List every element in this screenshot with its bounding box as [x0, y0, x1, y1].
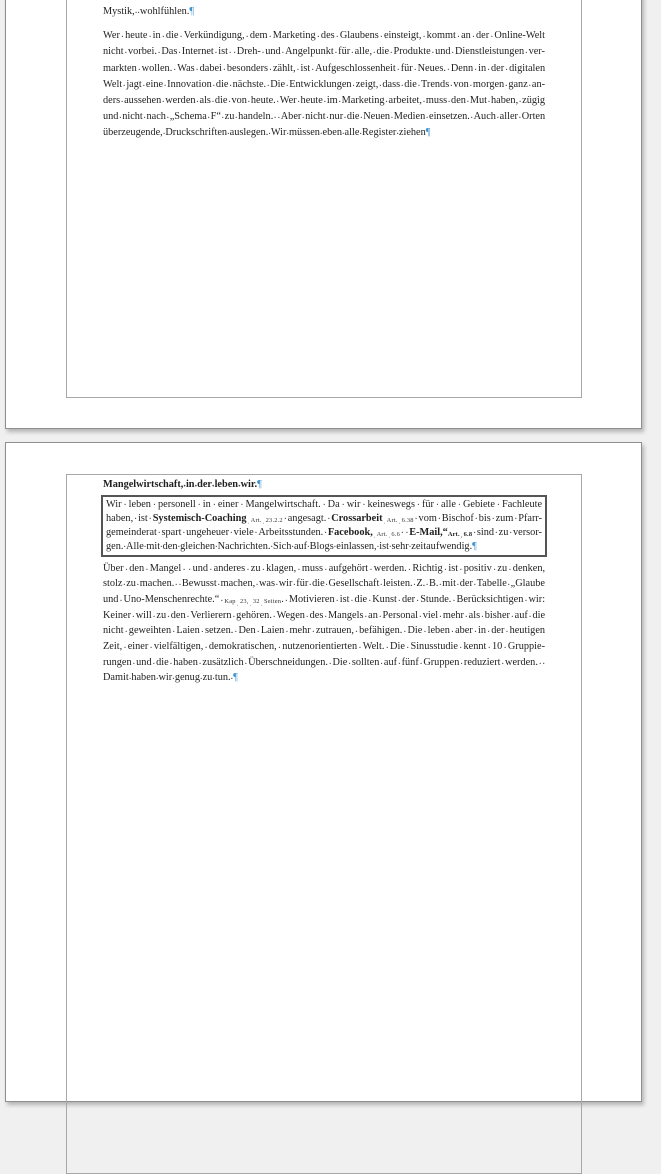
space-mark — [413, 63, 418, 74]
space-mark — [234, 111, 238, 122]
space-mark — [437, 513, 442, 524]
space-mark — [186, 610, 191, 621]
space-mark — [137, 6, 140, 17]
space-mark — [388, 531, 392, 538]
space-mark — [151, 499, 158, 510]
space-mark — [152, 657, 157, 668]
space-mark — [152, 610, 157, 621]
space-mark — [486, 625, 491, 636]
space-mark — [379, 657, 384, 668]
space-mark — [421, 30, 426, 41]
pilcrow-mark: ¶ — [472, 540, 477, 552]
space-mark — [212, 79, 216, 90]
space-mark — [323, 527, 328, 538]
space-mark — [335, 30, 340, 41]
page-1-text-frame — [66, 0, 582, 398]
space-mark — [124, 625, 129, 636]
space-mark — [157, 527, 162, 538]
bold-text: E-Mail,“ — [409, 526, 448, 538]
space-mark — [136, 578, 140, 589]
reference-mark: Art. · 6.8 — [448, 531, 472, 538]
space-mark — [542, 657, 545, 668]
space-mark — [187, 563, 193, 574]
space-mark — [334, 46, 338, 57]
space-mark — [407, 563, 413, 574]
space-mark — [523, 594, 528, 605]
space-mark — [513, 513, 518, 524]
space-mark — [182, 527, 187, 538]
space-mark — [195, 479, 198, 490]
space-mark — [245, 563, 251, 574]
space-mark — [458, 563, 464, 574]
space-mark — [363, 610, 368, 621]
space-mark — [148, 513, 153, 524]
space-mark — [311, 625, 316, 636]
body-paragraph — [103, 4, 545, 20]
space-mark — [450, 625, 455, 636]
space-mark — [320, 127, 323, 138]
space-mark — [383, 517, 387, 524]
space-mark — [286, 127, 289, 138]
reference-mark: · Art. · 6.38 — [383, 517, 414, 524]
space-mark — [379, 578, 383, 589]
space-mark — [473, 578, 477, 589]
space-mark — [272, 610, 277, 621]
heading-paragraph — [103, 477, 545, 493]
space-mark — [233, 625, 238, 636]
space-mark — [417, 79, 421, 90]
space-mark — [296, 63, 301, 74]
space-mark — [249, 598, 253, 605]
space-mark — [405, 527, 410, 538]
space-mark — [212, 672, 215, 683]
space-mark — [328, 657, 333, 668]
space-mark — [486, 641, 492, 652]
space-mark — [354, 625, 359, 636]
space-mark — [528, 610, 533, 621]
space-mark — [510, 610, 515, 621]
space-mark — [466, 95, 470, 106]
space-mark — [247, 517, 251, 524]
space-mark — [183, 479, 186, 490]
space-mark — [142, 79, 146, 90]
space-mark — [489, 30, 494, 41]
space-mark — [120, 30, 125, 41]
space-mark — [178, 578, 182, 589]
space-mark — [229, 79, 233, 90]
space-mark — [124, 563, 130, 574]
space-mark — [254, 527, 259, 538]
space-mark — [211, 95, 215, 106]
space-mark — [268, 30, 273, 41]
text-line: und · Uno-Menschenrechte.“ · Kap · 23, · 32 · Seiten. · Motivieren · ist · die · Kunst · der · Stunde. · Berücksichtigen · wir: — [103, 592, 545, 608]
space-mark — [507, 563, 513, 574]
space-mark — [207, 111, 211, 122]
space-mark — [487, 95, 491, 106]
space-mark — [161, 95, 165, 106]
space-mark — [507, 578, 511, 589]
text-line: Welt · jagt · eine · Innovation · die · nächste. · Die · Entwicklungen · zeigt, · dass · die · Trends · von · morgen · ganz · an- — [103, 77, 545, 93]
space-mark — [270, 541, 273, 552]
space-mark — [359, 111, 363, 122]
space-mark — [359, 127, 362, 138]
text-line: haben, · ist · Systemisch-Coaching · Art. · 23.2.2 · angesagt. · Crossarbeit · Art. · 6.38 · vom · Bischof · bis · zum · Pfarr- — [106, 512, 542, 526]
space-mark — [229, 527, 234, 538]
space-mark — [360, 499, 367, 510]
space-mark — [203, 641, 209, 652]
space-mark — [413, 578, 417, 589]
pilcrow-mark: ¶ — [189, 6, 195, 17]
space-mark — [143, 111, 147, 122]
space-mark — [129, 672, 132, 683]
space-mark — [446, 63, 451, 74]
space-mark — [156, 672, 159, 683]
space-mark — [347, 657, 352, 668]
space-mark — [316, 30, 321, 41]
space-mark — [244, 657, 249, 668]
space-mark — [276, 95, 280, 106]
text-line: nicht · vorbei. · Das · Internet · ist · · Dreh- · und · Angelpunkt · für · alle, · die · Produkte · und · Dienstleistungen · ver- — [103, 44, 545, 60]
space-mark — [472, 527, 477, 538]
space-mark — [378, 79, 382, 90]
space-mark — [389, 46, 393, 57]
space-mark — [212, 479, 215, 490]
space-mark — [451, 46, 455, 57]
space-mark — [211, 499, 218, 510]
space-mark — [459, 657, 464, 668]
space-mark — [343, 111, 347, 122]
space-mark — [470, 111, 474, 122]
space-mark — [200, 625, 205, 636]
space-mark — [178, 30, 183, 41]
space-mark — [338, 95, 342, 106]
space-mark — [172, 672, 175, 683]
text-line: Damit · haben · wir · genug · zu · tun. · ¶ — [103, 670, 545, 686]
space-mark — [389, 541, 392, 552]
space-mark — [262, 517, 266, 524]
space-mark — [308, 578, 312, 589]
space-mark — [118, 594, 123, 605]
space-mark — [400, 527, 405, 538]
bordered-paragraph — [101, 495, 547, 557]
space-mark — [219, 594, 224, 605]
space-mark — [367, 594, 372, 605]
space-mark — [397, 657, 402, 668]
pilcrow-mark: ¶ — [257, 479, 262, 490]
space-mark — [122, 79, 126, 90]
space-mark — [217, 578, 221, 589]
space-mark — [418, 610, 423, 621]
space-mark — [325, 578, 329, 589]
space-mark — [277, 641, 283, 652]
bold-text: Mangelwirtschaft, · in · der · leben · wir. — [103, 479, 257, 490]
space-mark — [496, 111, 500, 122]
space-mark — [326, 513, 331, 524]
space-mark — [236, 598, 240, 605]
space-mark — [456, 499, 463, 510]
space-mark — [321, 499, 328, 510]
space-mark — [425, 111, 429, 122]
space-mark — [458, 641, 464, 652]
space-mark — [335, 594, 340, 605]
space-mark — [198, 657, 203, 668]
space-mark — [266, 79, 270, 90]
space-mark — [238, 499, 245, 510]
space-mark — [405, 641, 411, 652]
space-mark — [323, 563, 329, 574]
space-mark — [118, 111, 122, 122]
space-mark — [238, 479, 241, 490]
space-mark — [422, 95, 426, 106]
space-mark — [491, 513, 496, 524]
space-mark — [169, 657, 174, 668]
space-mark — [163, 79, 167, 90]
space-mark — [494, 527, 499, 538]
space-mark — [438, 578, 442, 589]
page-2-text-frame — [66, 474, 582, 1174]
space-mark — [122, 641, 128, 652]
bold-text: Crossarbeit — [331, 512, 383, 524]
space-mark — [456, 578, 460, 589]
space-mark — [260, 598, 264, 605]
text-line: stolz · zu · machen. · · Bewusst · machen, · was · wir · für · die · Gesellschaft · leisten. · Z. · B. · mit · der · Tabelle · „Glaube — [103, 576, 545, 592]
space-mark — [409, 541, 412, 552]
space-mark — [415, 499, 422, 510]
space-mark — [245, 30, 250, 41]
space-mark — [518, 95, 522, 106]
space-mark — [415, 594, 420, 605]
text-line: markten · wollen. · Was · dabei · besonders · zählt, · ist · Aufgeschlossenheit · für · Neues. · Denn · in · der · digitalen — [103, 61, 545, 77]
space-mark — [492, 563, 498, 574]
space-mark — [469, 79, 473, 90]
space-mark — [148, 641, 154, 652]
space-mark — [166, 111, 170, 122]
space-mark — [323, 610, 328, 621]
space-mark — [460, 531, 464, 538]
text-line: Mystik, · · wohlfühlen.¶ — [103, 4, 545, 20]
space-mark — [396, 127, 399, 138]
text-line: und · nicht · nach · „Schema · F“ · zu · handeln. · · Aber · nicht · nur · die · Neuen · Medien · einsetzen. · Auch · aller · Orten — [103, 109, 545, 125]
space-mark — [495, 499, 502, 510]
space-mark — [132, 657, 137, 668]
space-mark — [120, 95, 124, 106]
space-mark — [384, 641, 390, 652]
space-mark — [196, 499, 203, 510]
text-line: Keiner · will · zu · den · Verlierern · gehören. · Wegen · des · Mangels · an · Personal · viel · mehr · als · bisher · auf · die — [103, 608, 545, 624]
space-mark — [277, 111, 281, 122]
space-mark — [502, 641, 508, 652]
bold-text: Systemisch-Coaching — [152, 512, 247, 524]
space-mark — [419, 657, 424, 668]
text-line: ders · aussehen · werden · als · die · von · heute. · Wer · heute · im · Marketing · arbeitet, · muss · den · Mut · haben, · zügig — [103, 93, 545, 109]
reference-mark: · Art. · 23.2.2 — [247, 517, 283, 524]
text-line: gemeinderat · spart · ungeheuer · viele · Arbeitsstunden. · Facebook, · Art. · 6.6 · · E-Mail,“Art. · 6.8 · sind · zu · versor- — [106, 526, 542, 540]
text-line: rungen · und · die · haben · zusätzlich · Überschneidungen. · Die · sollten · auf · fünf · Gruppen · reduziert · werden.· · — [103, 655, 545, 671]
space-mark — [447, 95, 451, 106]
text-line: überzeugende, · Druckschriften · auslegen. · Wir · müssen · eben · alle · Register · ziehen¶ — [103, 125, 545, 141]
space-mark — [449, 79, 453, 90]
space-mark — [268, 63, 273, 74]
space-mark — [255, 578, 259, 589]
space-mark — [504, 79, 508, 90]
text-line — [103, 477, 545, 493]
space-mark — [480, 610, 485, 621]
space-mark — [122, 578, 126, 589]
space-mark — [323, 95, 327, 106]
space-mark — [396, 63, 401, 74]
space-mark — [215, 541, 218, 552]
space-mark — [372, 46, 376, 57]
space-mark — [504, 625, 509, 636]
pilcrow-mark: ¶ — [233, 672, 238, 684]
space-mark — [473, 625, 478, 636]
space-mark — [438, 610, 443, 621]
space-mark — [474, 513, 479, 524]
text-line: gen. · Alle · mit · den · gleichen · Nachrichten. · Sich · auf · Blogs · einlassen, · ist · sehr · zeitaufwendig.¶ — [106, 540, 542, 554]
text-line: Zeit, · einer · vielfältigen, · demokratischen, · nutzenorientierten · Welt. · Die · Sinusstudie · kennt · 10 · Gruppie- — [103, 639, 545, 655]
space-mark — [373, 531, 377, 538]
space-mark — [133, 513, 138, 524]
space-mark — [172, 63, 177, 74]
body-paragraph — [103, 561, 545, 687]
space-mark — [291, 541, 294, 552]
page-2-body[interactable] — [103, 477, 545, 686]
space-mark — [297, 95, 301, 106]
space-mark — [378, 610, 383, 621]
space-mark — [284, 594, 289, 605]
space-mark — [284, 625, 289, 636]
space-mark — [414, 513, 419, 524]
space-mark — [256, 625, 261, 636]
space-mark — [398, 517, 402, 524]
space-mark — [402, 625, 407, 636]
page-1 — [5, 0, 642, 429]
space-mark — [431, 46, 435, 57]
space-mark — [471, 30, 476, 41]
space-mark — [122, 499, 129, 510]
space-mark — [301, 111, 305, 122]
space-mark — [228, 95, 232, 106]
space-mark — [307, 541, 310, 552]
space-mark — [214, 46, 218, 57]
space-mark — [486, 63, 491, 74]
space-mark — [166, 610, 171, 621]
space-mark — [379, 30, 384, 41]
space-mark — [518, 111, 522, 122]
space-mark — [473, 63, 478, 74]
space-mark — [524, 46, 528, 57]
space-mark — [160, 541, 163, 552]
space-mark — [352, 79, 356, 90]
space-mark — [342, 127, 345, 138]
space-mark — [285, 79, 289, 90]
space-mark — [177, 46, 181, 57]
space-mark — [137, 63, 142, 74]
space-mark — [292, 578, 296, 589]
space-mark — [200, 672, 203, 683]
space-mark — [397, 594, 402, 605]
space-mark — [178, 541, 181, 552]
space-mark — [171, 625, 176, 636]
space-mark — [310, 63, 315, 74]
text-line: nicht · geweihten · Laien · setzen. · Den · Laien · mehr · zutrauen, · befähigen. · Die · leben · aber · in · der · heutigen — [103, 623, 545, 639]
space-mark — [124, 46, 128, 57]
space-mark — [504, 63, 509, 74]
space-mark — [334, 541, 337, 552]
space-mark — [500, 657, 505, 668]
space-mark — [261, 46, 265, 57]
space-mark — [144, 563, 150, 574]
space-mark — [281, 46, 285, 57]
space-mark — [350, 46, 354, 57]
reference-mark: · Art. · 6.6 — [373, 531, 400, 538]
text-line: Wir · leben · personell · in · einer · Mangelwirtschaft. · Da · wir · keineswegs · für · alle · Gebiete · Fachleute — [106, 498, 542, 512]
space-mark — [464, 610, 469, 621]
space-mark — [195, 63, 200, 74]
space-mark — [232, 46, 236, 57]
space-mark — [385, 95, 389, 106]
space-mark — [144, 541, 147, 552]
space-mark — [326, 111, 330, 122]
bold-text: Facebook, — [327, 526, 373, 538]
space-mark — [456, 30, 461, 41]
text-line: Wer · heute · in · die · Verkündigung, · dem · Marketing · des · Glaubens · einsteigt, · kommt · an · der · Online-Welt — [103, 28, 545, 44]
space-mark — [231, 672, 234, 683]
space-mark — [208, 563, 214, 574]
space-mark — [221, 111, 225, 122]
space-mark — [161, 30, 166, 41]
page-1-body[interactable] — [103, 4, 545, 142]
text-line: Über · den · Mangel · · und · anderes · zu · klagen, · muss · aufgehört · werden. · Richtig · ist · positiv · zu · denken, — [103, 561, 545, 577]
space-mark — [349, 594, 354, 605]
space-mark — [261, 563, 267, 574]
space-mark — [247, 95, 251, 106]
space-mark — [268, 127, 271, 138]
space-mark — [131, 610, 136, 621]
space-mark — [377, 541, 380, 552]
space-mark — [434, 499, 441, 510]
space-mark — [425, 578, 429, 589]
space-mark — [196, 95, 200, 106]
space-mark — [123, 541, 126, 552]
space-mark — [305, 610, 310, 621]
space-mark — [283, 513, 288, 524]
space-mark — [390, 111, 394, 122]
space-mark — [227, 127, 230, 138]
space-mark — [222, 63, 227, 74]
body-paragraph — [103, 28, 545, 141]
space-mark — [340, 499, 347, 510]
space-mark — [147, 30, 152, 41]
page-2 — [5, 442, 642, 1102]
space-mark — [368, 563, 374, 574]
space-mark — [443, 563, 449, 574]
space-mark — [508, 527, 513, 538]
space-mark — [163, 127, 166, 138]
reference-mark: Kap · 23, · 32 · Seiten — [224, 598, 281, 605]
space-mark — [232, 610, 237, 621]
space-mark — [357, 641, 363, 652]
space-mark — [422, 625, 427, 636]
space-mark — [400, 79, 404, 90]
pilcrow-mark: ¶ — [425, 127, 431, 139]
space-mark — [275, 578, 279, 589]
space-mark — [157, 46, 161, 57]
space-mark — [296, 563, 302, 574]
space-mark — [451, 594, 456, 605]
space-mark — [528, 79, 532, 90]
